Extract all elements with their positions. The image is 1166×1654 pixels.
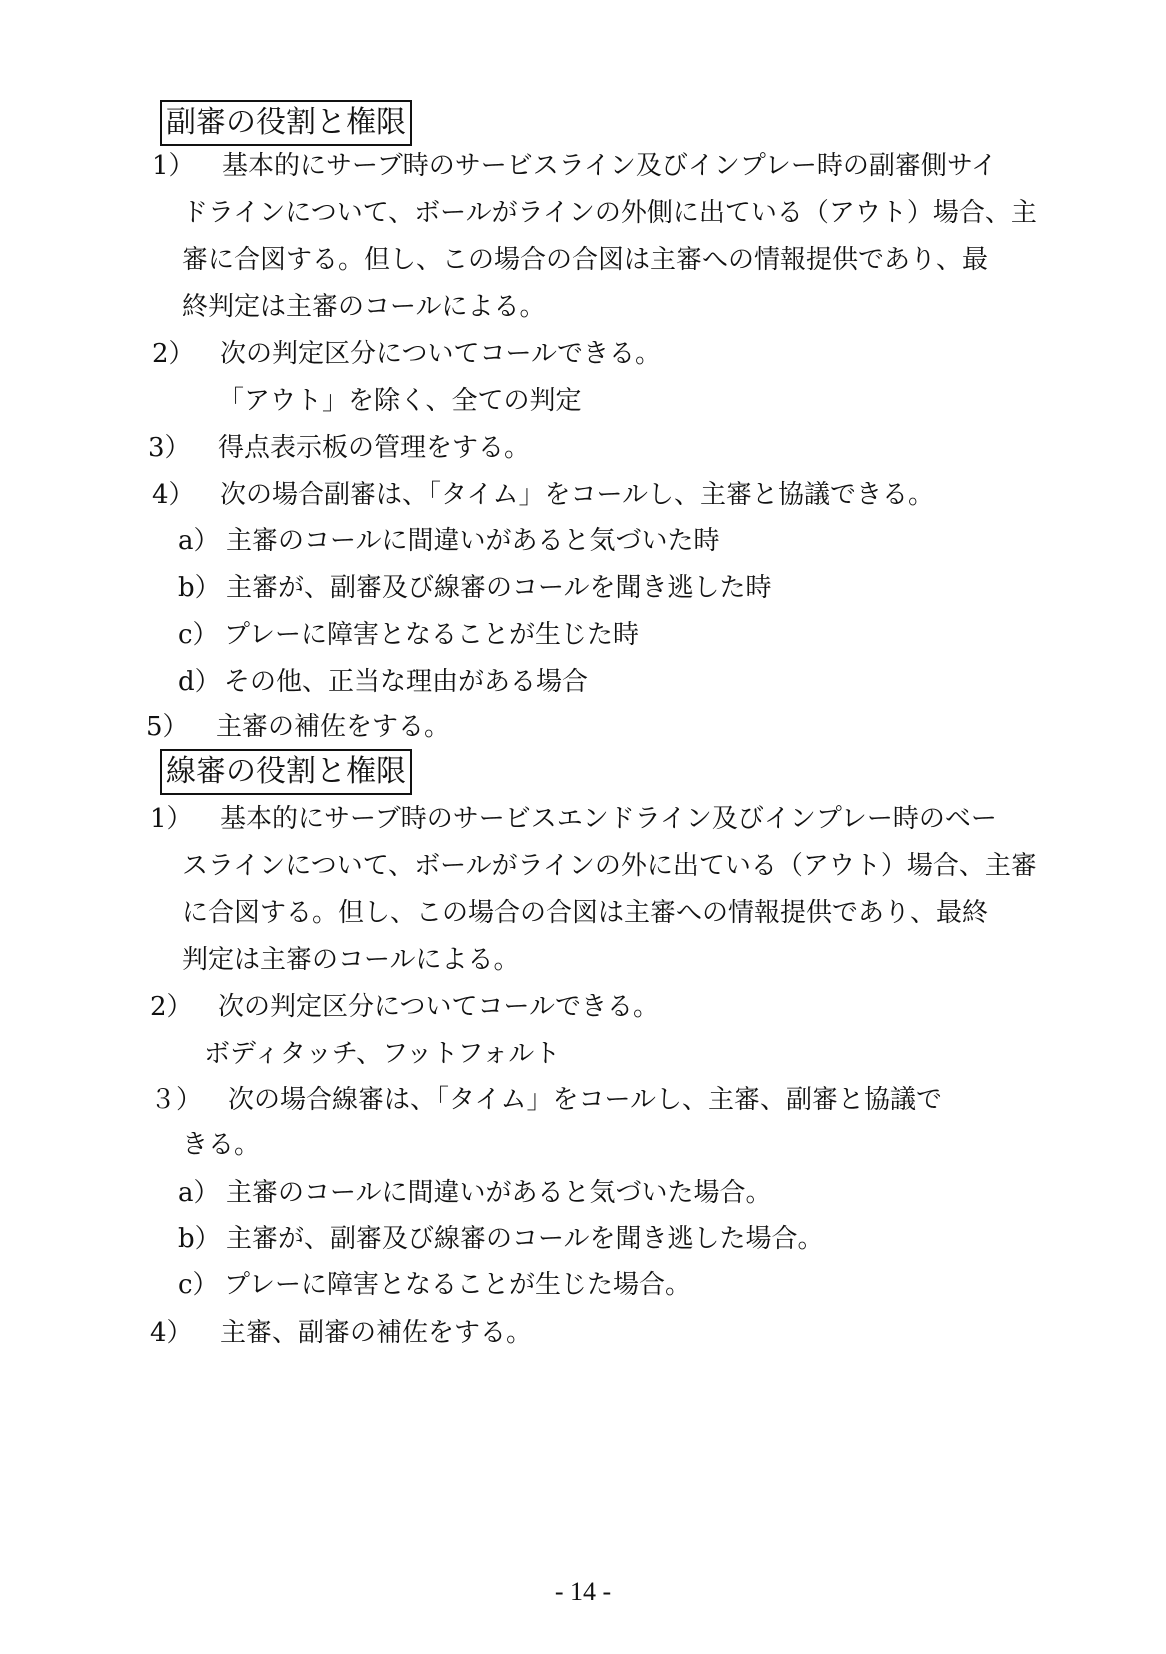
item-number: 5） <box>146 712 189 742</box>
sub-item-text: プレーに障害となることが生じた場合。 <box>224 1270 691 1300</box>
paragraph-line: 判定は主審のコールによる。 <box>182 945 520 975</box>
sub-item-text: 主審のコールに間違いがあると気づいた場合。 <box>226 1178 772 1208</box>
paragraph-line: 次の場合副審は、「タイム」をコールし、主審と協議できる。 <box>220 480 934 510</box>
sub-item-label: c） <box>178 620 219 650</box>
paragraph-line: ドラインについて、ボールがラインの外側に出ている（アウト）場合、主 <box>182 198 1037 228</box>
paragraph-line: 「アウト」を除く、全ての判定 <box>218 386 582 416</box>
sub-item-text: 主審のコールに間違いがあると気づいた時 <box>226 526 720 556</box>
section-heading-vice-referee: 副審の役割と権限 <box>160 100 412 146</box>
paragraph-line: 終判定は主審のコールによる。 <box>182 292 546 322</box>
item-number: 2） <box>150 992 193 1022</box>
item-number: 2） <box>152 339 195 369</box>
paragraph-line: 次の場合線審は、「タイム」をコールし、主審、副審と協議で <box>228 1085 942 1115</box>
sub-item-label: d） <box>178 667 221 697</box>
paragraph-line: 次の判定区分についてコールできる。 <box>218 992 659 1022</box>
paragraph-line: ボディタッチ、フットフォルト <box>204 1039 561 1069</box>
page-number: - 14 - <box>554 1577 612 1606</box>
item-number: 4） <box>150 1318 193 1348</box>
paragraph-line: 次の判定区分についてコールできる。 <box>220 339 661 369</box>
paragraph-line: 基本的にサーブ時のサービスエンドライン及びインプレー時のベー <box>220 804 997 834</box>
paragraph-line: きる。 <box>182 1130 261 1160</box>
paragraph-line: 基本的にサーブ時のサービスライン及びインプレー時の副審側サイ <box>222 151 998 181</box>
paragraph-line: 主審、副審の補佐をする。 <box>220 1318 533 1348</box>
sub-item-text: 主審が、副審及び線審のコールを聞き逃した場合。 <box>226 1224 824 1254</box>
sub-item-label: b） <box>178 1224 221 1254</box>
paragraph-line: 得点表示板の管理をする。 <box>218 433 531 463</box>
sub-item-text: プレーに障害となることが生じた時 <box>224 620 639 650</box>
sub-item-text: その他、正当な理由がある場合 <box>224 667 589 697</box>
paragraph-line: スラインについて、ボールがラインの外に出ている（アウト）場合、主審 <box>182 851 1037 881</box>
section-heading-line-judge: 線審の役割と権限 <box>160 749 412 795</box>
paragraph-line: 主審の補佐をする。 <box>216 712 451 742</box>
item-number: 4） <box>152 480 195 510</box>
item-number: 1） <box>150 804 193 834</box>
sub-item-text: 主審が、副審及び線審のコールを聞き逃した時 <box>226 573 772 603</box>
paragraph-line: に合図する。但し、この場合の合図は主審への情報提供であり、最終 <box>182 898 989 928</box>
item-number: 3） <box>148 433 191 463</box>
item-number: ３） <box>150 1085 203 1115</box>
sub-item-label: a） <box>178 526 220 556</box>
sub-item-label: a） <box>178 1178 220 1208</box>
paragraph-line: 審に合図する。但し、この場合の合図は主審への情報提供であり、最 <box>182 245 989 275</box>
item-number: 1） <box>152 151 195 181</box>
sub-item-label: b） <box>178 573 221 603</box>
sub-item-label: c） <box>178 1270 219 1300</box>
